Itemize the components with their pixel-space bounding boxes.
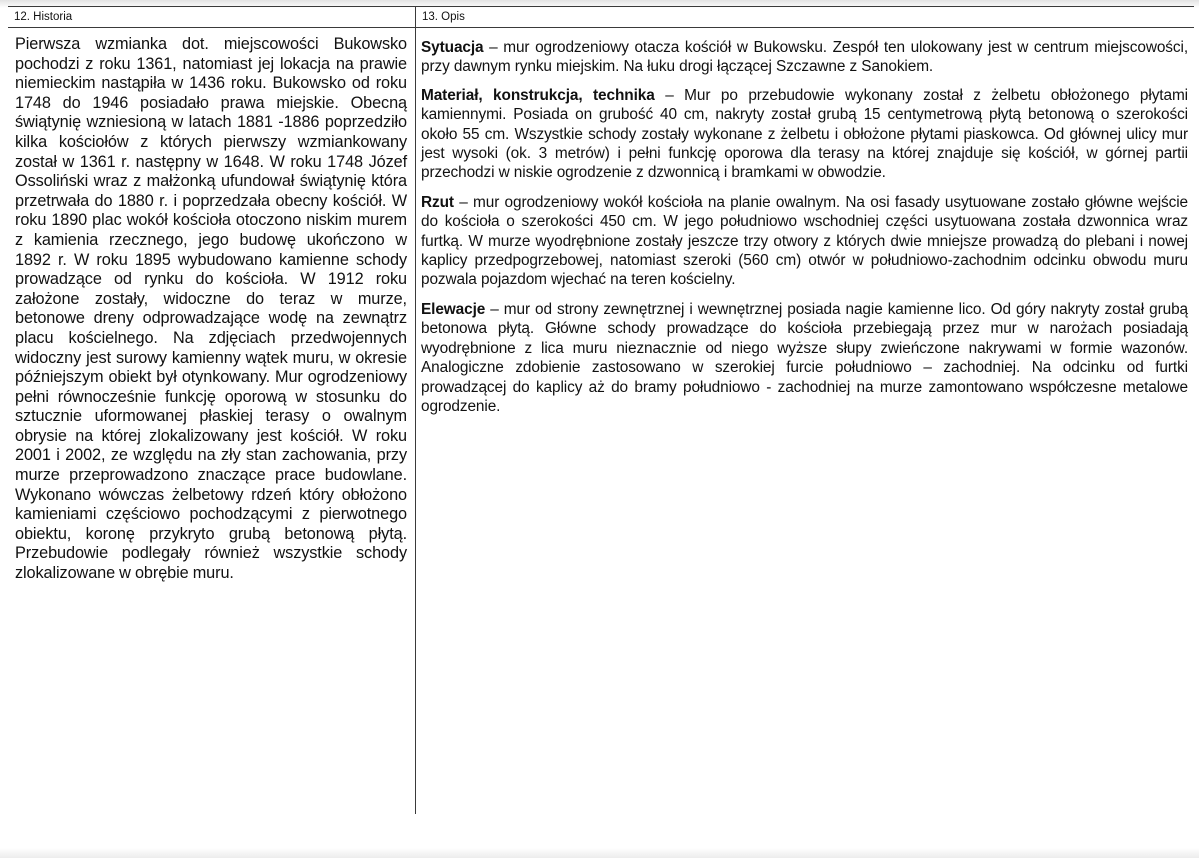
opis-column bbox=[421, 38, 1188, 426]
sytuacja-heading: Sytuacja bbox=[421, 39, 484, 56]
elewacje-heading: Elewacje bbox=[421, 300, 486, 318]
historia-column bbox=[15, 35, 407, 584]
rzut-paragraph bbox=[421, 193, 1188, 290]
elewacje-paragraph bbox=[421, 300, 1188, 416]
historia-text: Pierwsza wzmianka dot. miejscowości Bukowsko pochodzi z roku 1361, natomiast jej lokacja na prawie niemieckim nastąpiła w 1436 roku. Bukowsko od roku 1748 do 1946 posiadało prawa miejskie. Obecną świątynię wzniesioną w latach 1881 -1886 poprzedziło kilka kościołów z których pierwszy wzmiankowany został w 1361 r. następny w 1648. W roku 1748 Józef Ossoliński wraz z małżonką ufundował świątynię która przetrwała do 1880 r. i poprzedzała obecny kościół. W roku 1890 plac wokół kościoła otoczono niskim murem z kamienia rzecznego, jego budowę ukończono w 1892 r. W roku 1895 wybudowano kamienne schody prowadzące od rynku do kościoła. W 1912 roku założone zostały, widoczne do teraz w murze, betonowe dreny odprowadzające wodę na zewnątrz placu kościelnego. Na zdjęciach przedwojennych widoczny jest surowy kamienny wątek muru, w okresie późniejszym obiekt był otynkowany. Mur ogrodzeniowy pełni równocześnie funkcję oporową w stosunku do sztucznie uformowanej płaskiej terasy o owalnym obrysie na której zlokalizowany jest kościół. W roku 2001 i 2002, ze względu na zły stan zachowania, przy murze przeprowadzono znaczące prace budowlane. Wykonano wówczas żelbetowy rdzeń który obłożono kamieniami częściowo pochodzącymi z pierwotnego obiektu, koronę przykryto grubą betonową płytą. Przebudowie podlegały również wszystkie schody zlokalizowane w obrębie muru. bbox=[15, 35, 407, 583]
material-text: – Mur po przebudowie wykonany został z żelbetu obłożonego płytami kamiennymi. Posiada on grubość 40 cm, nakryty został grubą 15 centymetrową płytą betonową o szerokości około 55 cm. Wszystkie schody zostały wykonane z żelbetu i obłożone płytami piaskowca. Od głównej ulicy mur jest wysoki (ok. 3 metrów) i pełni funkcję oporowa dla terasy na której znajduje się kościół, w górnej partii przechodzi w niskie ogrodzenie z dzwonnicą i bramkami w obwodzie. bbox=[421, 86, 1188, 182]
sytuacja-text: – mur ogrodzeniowy otacza kościół w Bukowsku. Zespół ten ulokowany jest w centrum miejscowości, przy dawnym rynku miejskim. Na łuku drogi łączącej Szczawne z Sanokiem. bbox=[421, 39, 1188, 76]
column-divider bbox=[415, 6, 416, 814]
material-heading: Materiał, konstrukcja, technika bbox=[421, 86, 655, 104]
table-top-border bbox=[8, 6, 1194, 7]
elewacje-text: – mur od strony zewnętrznej i wewnętrznej posiada nagie kamienne lico. Od góry nakryty został grubą betonowa płytą. Główne schody prowadzące do kościoła przebiegają przez mur w narożach posiadają wyodrębnione z lica muru nieznacznie od niego wyższe słupy zwieńczone nakrywami w formie wazonów. Analogiczne zdobienie zastosowano w szerokiej furcie południowo – zachodniej. Na odcinku od furtki prowadzącej do kaplicy aż do bramy południowo - zachodniej na murze zamontowano współczesne metalowe ogrodzenie. bbox=[421, 300, 1188, 415]
section-label-historia: 12. Historia bbox=[14, 11, 73, 23]
rzut-heading: Rzut bbox=[421, 193, 454, 211]
scan-bottom-shade bbox=[0, 848, 1199, 858]
material-paragraph bbox=[421, 86, 1188, 183]
sytuacja-paragraph bbox=[421, 38, 1188, 77]
rzut-text: – mur ogrodzeniowy wokół kościoła na planie owalnym. Na osi fasady usytuowane zostało główne wejście do kościoła o szerokości 450 cm. W jego południowo wschodniej części usytuowana została dzwonnica wraz furtką. W murze wyodrębnione zostały jeszcze trzy otwory z których dwie mniejsze prowadzą do plebani i nowej kaplicy przedpogrzebowej, natomiast szeroki (560 cm) otwór w południowo-zachodnim odcinku obwodu muru pozwala pojazdom wjechać na teren kościelny. bbox=[421, 193, 1188, 289]
header-row-border bbox=[8, 27, 1194, 28]
section-label-opis: 13. Opis bbox=[422, 11, 465, 23]
